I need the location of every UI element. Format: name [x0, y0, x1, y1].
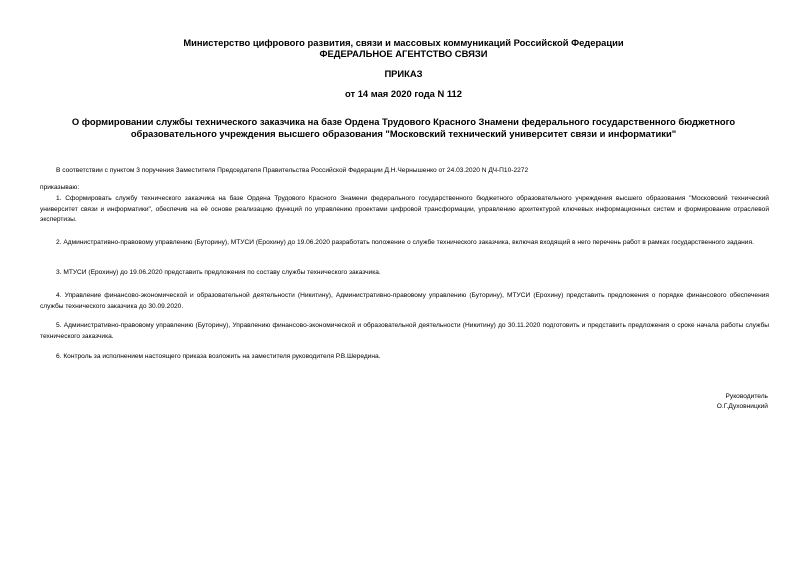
clause-6: 6. Контроль за исполнением настоящего приказа возложить на заместителя руководителя Р.В.Шередина. [56, 353, 381, 360]
clause-5: 5. Административно-правовому управлению (Буторину), Управлению финансово-экономической и образовательной деятельности (Никитину) до 30.11.2020 подготовить и представить предложения о сроке начала работы службы технического заказчика. [40, 322, 769, 340]
intro-paragraph: В соответствии с пунктом 3 поручения Заместителя Председателя Правительства Российской Федерации Д.Н.Чернышенко от 24.03.2020 N ДЧ-П10-2272 [56, 167, 529, 174]
ministry-heading: Министерство цифрового развития, связи и массовых коммуникаций Российской Федерации [183, 37, 624, 48]
clause-3: 3. МТУСИ (Ерохину) до 19.06.2020 представить предложения по составу службы технического заказчика. [56, 269, 381, 276]
signature-title: Руководитель [725, 393, 768, 400]
clause-2: 2. Административно-правовому управлению (Буторину), МТУСИ (Ерохину) до 19.06.2020 разработать положение о службе технического заказчика, включая входящий в него перечень работ в рамках государственного задания. [56, 239, 754, 246]
order-date: от 14 мая 2020 года N 112 [345, 88, 462, 99]
clause-1: 1. Сформировать службу технического заказчика на базе Ордена Трудового Красного Знамени федерального государственного бюджетного образовательного учреждения высшего образования "Московский технический университет связи и информатики", обеспечив на её основе реализацию функций по управлению проектами цифровой трансформации, управлению архитектурой ключевых информационных систем и формирование отраслевой экспертизы. [40, 195, 769, 223]
agency-heading: ФЕДЕРАЛЬНОЕ АГЕНТСТВО СВЯЗИ [319, 48, 488, 59]
order-word: приказываю: [40, 184, 80, 191]
order-subject: О формировании службы технического заказчика на базе Ордена Трудового Красного Знамени федерального государственного бюджетного образовательного учреждения высшего образования "Московский технический университет связи и информатики" [71, 116, 736, 139]
signature-name: О.Г.Духовницкий [716, 403, 768, 410]
clause-4: 4. Управление финансово-экономической и образовательной деятельности (Никитину), Административно-правовому управлению (Буторину), МТУСИ (Ерохину) представить предложения о порядке финансового обеспечения службы технического заказчика до 30.09.2020. [40, 292, 769, 310]
order-title: ПРИКАЗ [384, 68, 423, 79]
